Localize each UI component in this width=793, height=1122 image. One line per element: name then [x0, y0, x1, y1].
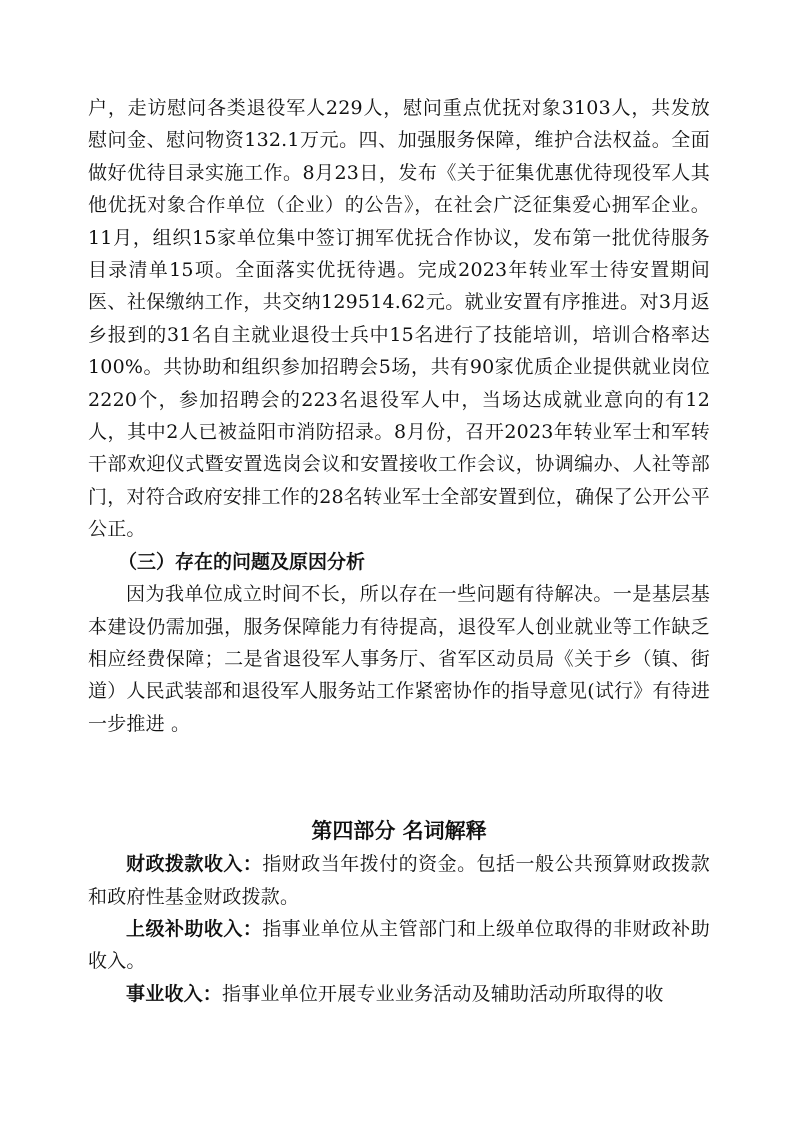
- subheading-problems-analysis: （三）存在的问题及原因分析: [118, 550, 366, 573]
- glossary-term: 财政拨款收入：: [126, 853, 263, 876]
- glossary-entry-business-income: [88, 978, 710, 1010]
- section-title-glossary: 第四部分 名词解释: [311, 819, 487, 844]
- glossary-entry-superior-subsidy: [88, 913, 710, 978]
- glossary-term: 上级补助收入：: [126, 917, 263, 940]
- glossary-definition: 指事业单位从主管部门和上级单位取得的非财政补助收入。: [88, 917, 710, 973]
- body-paragraph-work-summary: 户，走访慰问各类退役军人229人，慰问重点优抚对象3103人，共发放慰问金、慰问物资132.1万元。四、加强服务保障，维护合法权益。全面做好优待目录实施工作。8月23日，发布《关于征集优惠优待现役军人其他优抚对象合作单位（企业）的公告》，在社会广泛征集爱心拥军企业。11月，组织15家单位集中签订拥军优抚合作协议，发布第一批优待服务目录清单15项。全面落实优抚待遇。完成2023年转业军士待安置期间医、社保缴纳工作，共交纳129514.62元。就业安置有序推进。对3月返乡报到的31名自主就业退役士兵中15名进行了技能培训，培训合格率达100%。共协助和组织参加招聘会5场，共有90家优质企业提供就业岗位2220个，参加招聘会的223名退役军人中，当场达成就业意向的有12人，其中2人已被益阳市消防招录。8月份，召开2023年转业军士和军转干部欢迎仪式暨安置选岗会议和安置接收工作会议，协调编办、人社等部门，对符合政府安排工作的28名转业军士全部安置到位，确保了公开公平公正。: [88, 97, 710, 541]
- glossary-definition: 指财政当年拨付的资金。包括一般公共预算财政拨款和政府性基金财政拨款。: [88, 853, 710, 908]
- body-paragraph-problems: 因为我单位成立时间不长，所以存在一些问题有待解决。一是基层基本建设仍需加强，服务保障能力有待提高，退役军人创业就业等工作缺乏相应经费保障；二是省退役军人事务厅、省军区动员局《关于乡（镇、街道）人民武装部和退役军人服务站工作紧密协作的指导意见(试行》有待进一步推进 。: [88, 583, 711, 735]
- page-content: [88, 92, 710, 1010]
- glossary-definition: 指事业单位开展专业业务活动及辅助活动所取得的收: [222, 982, 664, 1005]
- glossary-term: 事业收入：: [126, 982, 223, 1005]
- glossary-entry-fiscal-appropriation: [88, 848, 710, 913]
